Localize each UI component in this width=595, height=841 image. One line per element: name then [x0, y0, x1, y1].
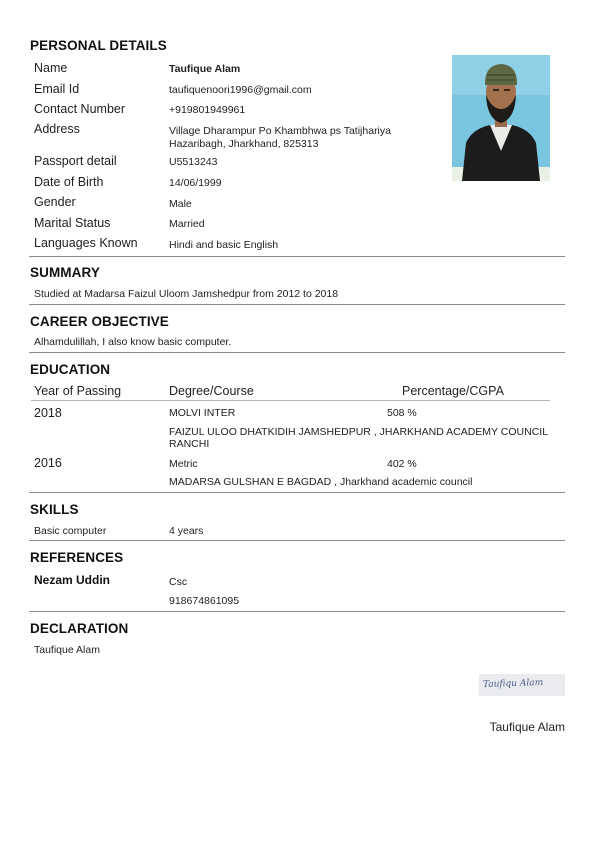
person-photo-icon — [452, 55, 550, 181]
divider — [29, 352, 565, 353]
education-col-percent: Percentage/CGPA — [402, 384, 504, 398]
gender-value: Male — [169, 198, 192, 210]
divider — [29, 304, 565, 305]
signed-name: Taufique Alam — [489, 720, 565, 734]
skill-name: Basic computer — [34, 525, 107, 537]
education-row-percent: 402 % — [387, 458, 417, 470]
name-label: Name — [34, 61, 68, 75]
profile-photo — [452, 55, 550, 181]
skills-heading: SKILLS — [30, 502, 79, 517]
dob-label: Date of Birth — [34, 175, 104, 189]
address-line-1: Village Dharampur Po Khambhwa ps Tatijhariya — [169, 125, 391, 137]
signature-image — [479, 674, 565, 696]
contact-value: +919801949961 — [169, 104, 246, 116]
references-heading: REFERENCES — [30, 550, 124, 565]
personal-details-heading: PERSONAL DETAILS — [30, 38, 167, 53]
career-objective-heading: CAREER OBJECTIVE — [30, 314, 169, 329]
divider — [29, 611, 565, 612]
reference-organization: Csc — [169, 576, 188, 588]
gender-label: Gender — [34, 195, 76, 209]
passport-value: U5513243 — [169, 156, 218, 168]
education-row-percent: 508 % — [387, 407, 417, 419]
passport-label: Passport detail — [34, 154, 117, 168]
education-row-institute-line-2: RANCHI — [169, 438, 210, 450]
email-value: taufiquenoori1996@gmail.com — [169, 84, 312, 96]
summary-heading: SUMMARY — [30, 265, 100, 280]
signature-scribble: Taufiqu Alam — [482, 677, 544, 691]
education-heading: EDUCATION — [30, 362, 111, 377]
divider — [29, 492, 565, 493]
education-col-year: Year of Passing — [34, 384, 122, 398]
contact-label: Contact Number — [34, 102, 126, 116]
divider — [29, 256, 565, 257]
reference-phone: 918674861095 — [169, 595, 240, 607]
summary-text: Studied at Madarsa Faizul Uloom Jamshedpur from 2012 to 2018 — [34, 288, 339, 300]
skill-duration: 4 years — [169, 525, 204, 537]
divider — [29, 540, 565, 541]
education-row-course: Metric — [169, 458, 198, 470]
languages-value: Hindi and basic English — [169, 239, 279, 251]
career-objective-text: Alhamdulillah, I also know basic computer. — [34, 336, 232, 348]
education-row-institute: MADARSA GULSHAN E BAGDAD , Jharkhand academic council — [169, 476, 473, 488]
education-header-rule — [31, 400, 550, 401]
marital-value: Married — [169, 218, 205, 230]
name-value: Taufique Alam — [169, 63, 241, 75]
email-label: Email Id — [34, 82, 80, 96]
education-row-year: 2016 — [34, 456, 62, 470]
address-line-2: Hazaribagh, Jharkhand, 825313 — [169, 138, 319, 150]
education-row-year: 2018 — [34, 406, 62, 420]
dob-value: 14/06/1999 — [169, 177, 222, 189]
education-row-institute: FAIZUL ULOO DHATKIDIH JAMSHEDPUR , JHARKHAND ACADEMY COUNCIL — [169, 426, 549, 438]
marital-label: Marital Status — [34, 216, 111, 230]
declaration-heading: DECLARATION — [30, 621, 129, 636]
declaration-text: Taufique Alam — [34, 644, 100, 656]
address-label: Address — [34, 122, 80, 136]
education-row-course: MOLVI INTER — [169, 407, 236, 419]
education-col-course: Degree/Course — [169, 384, 254, 398]
reference-name: Nezam Uddin — [34, 573, 111, 587]
languages-label: Languages Known — [34, 236, 138, 250]
